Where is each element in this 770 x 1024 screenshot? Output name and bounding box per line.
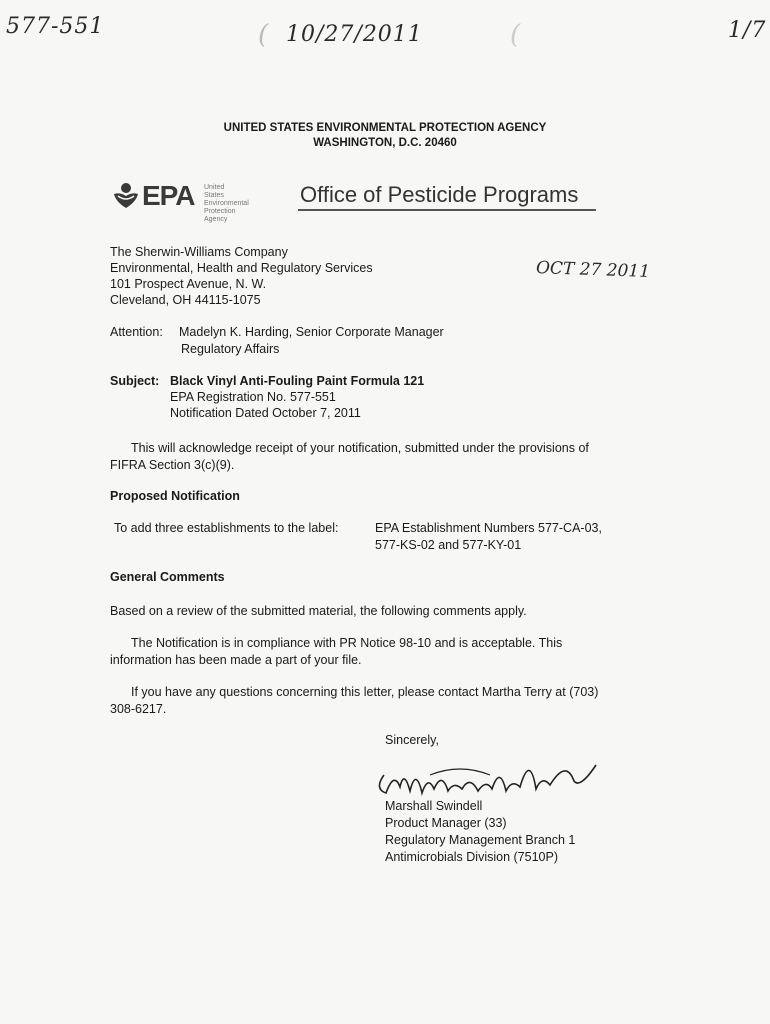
questions-line: If you have any questions concerning this letter, please contact Martha Terry at (703) <box>131 685 599 699</box>
epa-logo-subtext: United States Environmental Protection Agency <box>204 184 249 223</box>
epa-logo <box>112 180 302 223</box>
recipient-address <box>110 244 373 308</box>
handwritten-mark: ( <box>510 20 522 50</box>
attention-label: Attention: <box>110 325 163 339</box>
proposed-label: To add three establishments to the label: <box>114 521 339 535</box>
compliance-line: information has been made a part of your file. <box>110 653 362 667</box>
signer-title: Product Manager (33) <box>385 816 507 830</box>
questions-line: 308-6217. <box>110 702 167 716</box>
handwritten-date: 10/27/2011 <box>286 22 423 47</box>
agency-name: UNITED STATES ENVIRONMENTAL PROTECTION AGENCY <box>223 122 547 134</box>
attention-name: Madelyn K. Harding, Senior Corporate Manager <box>179 325 444 339</box>
acknowledgement-line: FIFRA Section 3(c)(9). <box>110 458 235 472</box>
compliance-line: The Notification is in compliance with PR Notice 98-10 and is acceptable. This <box>131 636 563 650</box>
attention-department: Regulatory Affairs <box>181 342 280 356</box>
signer-division: Antimicrobials Division (7510P) <box>385 850 558 864</box>
address-line: The Sherwin-Williams Company <box>110 245 288 259</box>
date-stamp: OCT 27 2011 <box>535 258 651 282</box>
office-title: Office of Pesticide Programs <box>300 182 579 207</box>
subject-notification-date: Notification Dated October 7, 2011 <box>170 406 361 420</box>
epa-flower-icon <box>112 180 140 212</box>
agency-city: WASHINGTON, D.C. 20460 <box>313 137 457 149</box>
establishment-numbers: EPA Establishment Numbers 577-CA-03, <box>375 521 602 535</box>
proposed-notification-heading: Proposed Notification <box>110 489 240 503</box>
general-comments-heading: General Comments <box>110 570 225 584</box>
handwritten-mark: ( <box>258 20 270 50</box>
subject-product: Black Vinyl Anti-Fouling Paint Formula 121 <box>170 374 425 388</box>
establishment-numbers: 577-KS-02 and 577-KY-01 <box>375 538 522 552</box>
acknowledgement-line: This will acknowledge receipt of your notification, submitted under the provisions of <box>131 441 589 455</box>
handwritten-page-count: 1/7 <box>728 18 767 43</box>
address-line: 101 Prospect Avenue, N. W. <box>110 277 267 291</box>
review-paragraph: Based on a review of the submitted material, the following comments apply. <box>110 604 527 618</box>
address-line: Cleveland, OH 44115-1075 <box>110 293 261 307</box>
address-line: Environmental, Health and Regulatory Services <box>110 261 373 275</box>
title-rule <box>298 209 596 211</box>
subject-registration: EPA Registration No. 577-551 <box>170 390 336 404</box>
signer-name: Marshall Swindell <box>385 799 483 813</box>
epa-logo-text: EPA <box>142 180 195 211</box>
signer-branch: Regulatory Management Branch 1 <box>385 833 576 847</box>
subject-label: Subject: <box>110 374 160 388</box>
handwritten-file-number: 577-551 <box>6 14 105 39</box>
closing: Sincerely, <box>385 733 439 747</box>
